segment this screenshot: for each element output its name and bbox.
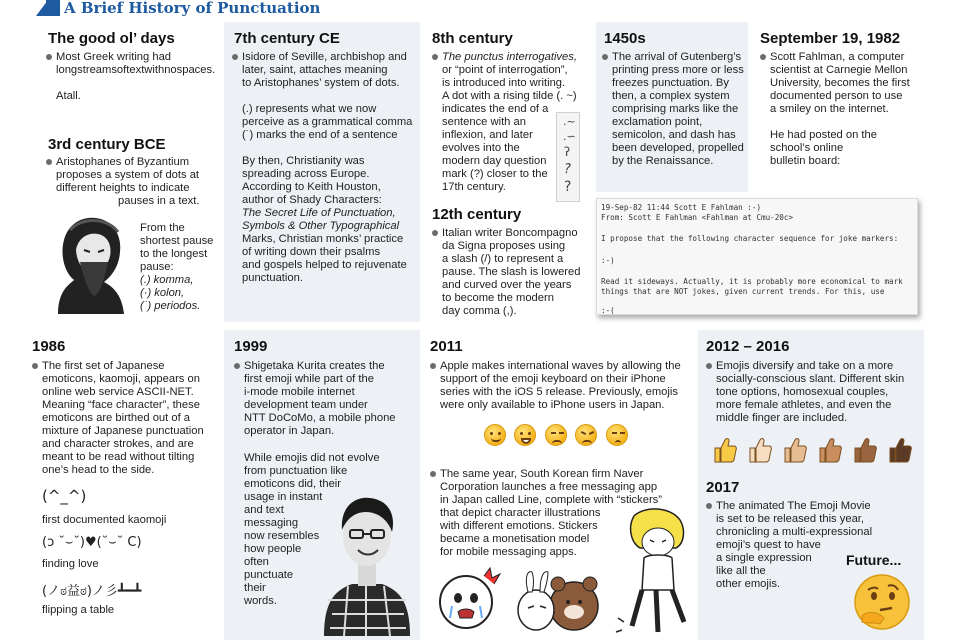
eighth-line-4: A dot with a rising tilde (. ~) <box>442 90 577 102</box>
heading-2017: 2017 <box>706 479 740 496</box>
good-old-days-line-2: longstreamsoftextwithnospaces. <box>56 64 216 76</box>
bce-pause-1: From the <box>140 222 185 234</box>
twelfth-line-5: and curved over the years <box>442 279 572 291</box>
sept1982-p1-4: documented person to use <box>770 90 903 102</box>
eighth-line-8: evolves into the <box>442 142 520 154</box>
seventh-p2-3: (˙) marks the end of a sentence <box>242 129 398 141</box>
heading-1982: September 19, 1982 <box>760 30 901 47</box>
bce-pause-4: pause: <box>140 261 174 273</box>
punctus-glyph-4: ? <box>564 162 571 177</box>
y1999-p1-2: first emoji while part of the <box>244 373 374 385</box>
fifteenth-line-8: been developed, propelled <box>612 142 744 154</box>
seventh-p3-9: and gospels helped to rejuvenate <box>242 259 407 271</box>
grin-emoji-icon <box>514 424 536 446</box>
thumbs-up-icon <box>782 436 808 464</box>
heading-8th-century: 8th century <box>432 30 513 47</box>
y1999-p1-5: NTT DoCoMo, a mobile phone <box>244 412 396 424</box>
seventh-p2-2: perceive as a grammatical comma <box>242 116 413 128</box>
y1999-p2-7: now resembles <box>244 530 320 542</box>
y2011-p2-5: with different emotions. Stickers <box>440 520 598 532</box>
aristophanes-portrait <box>40 210 136 316</box>
y2011-p1-3: series with the iOS 5 release. Previously, emojis <box>440 386 678 398</box>
y1986-line-7: and character strokes, and are <box>42 438 194 450</box>
line-sticker-moon-icon <box>436 566 504 636</box>
bce-pause-2: shortest pause <box>140 235 214 247</box>
future-label: Future... <box>846 552 902 568</box>
seventh-p3-7: Marks, Christian monks’ practice <box>242 233 404 245</box>
twelfth-line-1: Italian writer Boncompagno <box>442 227 578 239</box>
fifteenth-line-4: then, a complex system <box>612 90 730 102</box>
post-line-6: things that are NOT jokes, given current trends. For this, use <box>601 287 885 296</box>
bce-line-4: pauses in a text. <box>118 195 200 207</box>
bce-pause-3: to the longest <box>140 248 208 260</box>
line-sticker-sally-icon <box>614 506 692 638</box>
page-title: A Brief History of Punctuation <box>64 0 321 17</box>
heading-2012-2016: 2012 – 2016 <box>706 338 790 355</box>
y2017-line-6: like all the <box>716 565 766 577</box>
post-line-5: Read it sideways. Actually, it is probably more economical to mark <box>601 277 903 286</box>
y1999-p2-1: While emojis did not evolve <box>244 452 380 464</box>
thumbs-up-icon <box>712 436 738 464</box>
y2012-line-2: socially-conscious slant. Different skin <box>716 373 905 385</box>
y1999-p1-3: i-mode mobile internet <box>244 386 355 398</box>
y2017-line-3: chronicling a multi-expressional <box>716 526 873 538</box>
punctus-glyph-2: .∽ <box>563 130 576 143</box>
y2017-line-5: a single expression <box>716 552 812 564</box>
seventh-p1-3: to Aristophanes’ system of dots. <box>242 77 400 89</box>
bulletin-board-post <box>596 198 918 315</box>
y1999-p2-5: and text <box>244 504 284 516</box>
bce-kolon: (·) kolon, <box>140 287 185 299</box>
bce-line-2: proposes a system of dots at <box>56 169 200 181</box>
smile-emoji-icon <box>484 424 506 446</box>
question-mark-evolution <box>556 112 580 202</box>
skin-tone-thumbs <box>712 436 912 464</box>
heading-12th-century: 12th century <box>432 206 522 223</box>
y2012-line-4: more female athletes, and even the <box>716 399 892 411</box>
post-line-7: :-( <box>601 306 615 315</box>
eighth-line-2: or “point of interrogation”, <box>442 64 568 76</box>
line-sticker-cony-brown-icon <box>514 566 600 636</box>
y1999-p2-4: usage in instant <box>244 491 323 503</box>
post-line-4: :-) <box>601 256 615 265</box>
post-line-1: 19-Sep-82 11:44 Scott E Fahlman :-) <box>601 203 762 212</box>
sept1982-p2-3: bulletin board: <box>770 155 841 167</box>
sept1982-p1-3: University, becomes the first <box>770 77 910 89</box>
y1986-line-5: emoticons are birthed out of a <box>42 412 191 424</box>
y1999-p2-11: their <box>244 582 266 594</box>
seventh-p2-1: (.) represents what we now <box>242 103 377 115</box>
heading-1999: 1999 <box>234 338 268 355</box>
y1999-p2-8: how people <box>244 543 302 555</box>
fifteenth-line-1: The arrival of Gutenberg’s <box>612 51 742 63</box>
y1999-p1-4: development team under <box>244 399 368 411</box>
post-line-3: I propose that the following character sequence for joke markers: <box>601 234 899 243</box>
eighth-line-3: is introduced into writing. <box>442 77 566 89</box>
kurita-portrait <box>318 490 416 636</box>
y1986-line-9: one’s head to the side. <box>42 464 155 476</box>
seventh-p1-2: later, saint, attaches meaning <box>242 64 388 76</box>
eighth-line-7: inflexion, and later <box>442 129 533 141</box>
punctus-glyph-1: .~ <box>563 115 576 128</box>
fifteenth-line-9: by the Renaissance. <box>612 155 714 167</box>
sept1982-p2-1: He had posted on the <box>770 129 877 141</box>
y1999-p2-2: from punctuation like <box>244 465 348 477</box>
fifteenth-line-6: exclamation point, <box>612 116 703 128</box>
eighth-line-11: 17th century. <box>442 181 506 193</box>
twelfth-line-4: pause. The slash is lowered <box>442 266 581 278</box>
twelfth-line-3: a slash (/) to represent a <box>442 253 564 265</box>
thumbs-up-icon <box>747 436 773 464</box>
seventh-p3-8: of writing down their psalms <box>242 246 381 258</box>
y2011-p1-2: support of the emoji keyboard on their iPhone <box>440 373 666 385</box>
y1986-line-8: meant to be read without tilting <box>42 451 195 463</box>
bce-line-3: different heights to indicate <box>56 182 190 194</box>
kaomoji-table-flip-caption: flipping a table <box>42 604 115 616</box>
eighth-line-9: modern day question <box>442 155 547 167</box>
y1999-p2-12: words. <box>244 595 277 607</box>
fifteenth-line-7: semicolon, and dash has <box>612 129 736 141</box>
kaomoji-first: (^_^) <box>42 487 87 505</box>
kaomoji-love: (ɔ ˘⌣˘)♥(˘⌣˘ C) <box>42 535 142 550</box>
sept1982-p2-2: school’s online <box>770 142 844 154</box>
pensive-emoji-icon <box>606 424 628 446</box>
good-old-days-line-3: Atall. <box>56 90 81 102</box>
y2011-p2-1: The same year, South Korean firm Naver <box>440 468 644 480</box>
bce-komma: (.) komma, <box>140 274 194 286</box>
y2017-line-4: emoji’s quest to have <box>716 539 821 551</box>
y2011-p2-7: for mobile messaging apps. <box>440 546 577 558</box>
kaomoji-table-flip: (ノಠ益ಠ)ノ彡┻━┻ <box>42 584 142 599</box>
thumbs-up-icon <box>887 436 913 464</box>
heading-good-old-days: The good ol’ days <box>48 30 175 47</box>
kaomoji-love-caption: finding love <box>42 558 99 570</box>
seventh-p1-1: Isidore of Seville, archbishop and <box>242 51 407 63</box>
seventh-p3-1: By then, Christianity was <box>242 155 365 167</box>
y2017-line-7: other emojis. <box>716 578 781 590</box>
fifteenth-line-2: printing press more or less <box>612 64 744 76</box>
eighth-line-5: indicates the end of a <box>442 103 549 115</box>
twelfth-line-6: to become the modern <box>442 292 554 304</box>
sept1982-p1-5: a smiley on the internet. <box>770 103 889 115</box>
eighth-line-10: mark (?) closer to the <box>442 168 548 180</box>
seventh-p3-5: The Secret Life of Punctuation, <box>242 207 396 219</box>
y2011-p2-4: that depict character illustrations <box>440 507 601 519</box>
y2011-p2-6: became a monetisation model <box>440 533 590 545</box>
twelfth-line-7: day comma (,). <box>442 305 517 317</box>
y1999-p2-3: emoticons did, their <box>244 478 342 490</box>
punctus-glyph-3: ʔ <box>564 145 571 159</box>
thinking-face-icon <box>850 572 914 632</box>
y1986-line-3: online web service ASCII-NET. <box>42 386 194 398</box>
y2012-line-3: tone options, homosexual couples, <box>716 386 889 398</box>
seventh-p3-6: Symbols & Other Typographical <box>242 220 400 232</box>
eighth-line-6: sentence with an <box>442 116 526 128</box>
thumbs-up-icon <box>817 436 843 464</box>
fifteenth-line-5: comprising marks like the <box>612 103 739 115</box>
y2011-p2-2: Corporation launches a free messaging app <box>440 481 658 493</box>
y2011-p1-4: were only available to iPhone users in Japan. <box>440 399 665 411</box>
sept1982-p1-1: Scott Fahlman, a computer <box>770 51 905 63</box>
y2012-line-5: middle finger are included. <box>716 412 848 424</box>
bce-periodos: (˙) periodos. <box>140 300 201 312</box>
persevere-emoji-icon <box>575 424 597 446</box>
seventh-p3-2: spreading across Europe. <box>242 168 370 180</box>
twelfth-line-2: da Signa proposes using <box>442 240 566 252</box>
y2017-line-2: is set to be released this year, <box>716 513 865 525</box>
y2017-line-1: The animated The Emoji Movie <box>716 500 871 512</box>
heading-7th-century: 7th century CE <box>234 30 340 47</box>
y1999-p1-6: operator in Japan. <box>244 425 335 437</box>
y1999-p2-6: messaging <box>244 517 299 529</box>
question-mark-glyph: ? <box>564 179 572 195</box>
heading-3rd-century-bce: 3rd century BCE <box>48 136 166 153</box>
heading-1450s: 1450s <box>604 30 646 47</box>
thumbs-up-icon <box>852 436 878 464</box>
good-old-days-line-1: Most Greek writing had <box>56 51 172 63</box>
seventh-p3-10: punctuation. <box>242 272 303 284</box>
y1999-p2-10: punctuate <box>244 569 294 581</box>
y1999-p1-1: Shigetaka Kurita creates the <box>244 360 385 372</box>
y2012-line-1: Emojis diversify and take on a more <box>716 360 894 372</box>
seventh-p3-3: According to Keith Houston, <box>242 181 381 193</box>
fifteenth-line-3: freezes punctuation. By <box>612 77 729 89</box>
y1986-line-2: emoticons, kaomoji, appears on <box>42 373 200 385</box>
y2011-p1-1: Apple makes international waves by allowing the <box>440 360 681 372</box>
y1986-line-4: Meaning “face character”, these <box>42 399 200 411</box>
kaomoji-first-caption: first documented kaomoji <box>42 514 167 526</box>
post-line-2: From: Scott E Fahlman <Fahlman at Cmu-20c> <box>601 213 794 222</box>
bce-line-1: Aristophanes of Byzantium <box>56 156 190 168</box>
seventh-p3-4: author of Shady Characters: <box>242 194 382 206</box>
unamused-emoji-icon <box>545 424 567 446</box>
heading-2011: 2011 <box>430 338 463 355</box>
y2011-p2-3: in Japan called Line, complete with “stickers” <box>440 494 662 506</box>
heading-1986: 1986 <box>32 338 66 355</box>
title-mark-block <box>46 0 60 16</box>
y1999-p2-9: often <box>244 556 269 568</box>
sept1982-p1-2: scientist at Carnegie Mellon <box>770 64 908 76</box>
y1986-line-6: mixture of Japanese punctuation <box>42 425 204 437</box>
eighth-line-1: The punctus interrogatives, <box>442 51 577 63</box>
y1986-line-1: The first set of Japanese <box>42 360 165 372</box>
